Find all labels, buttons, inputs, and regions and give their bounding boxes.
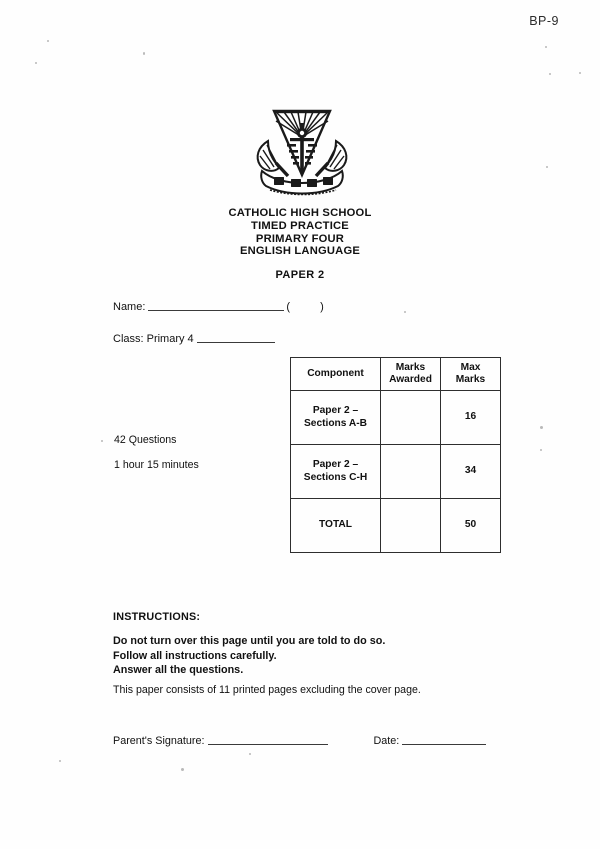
class-field-row — [113, 333, 277, 345]
scan-speck — [546, 166, 548, 168]
row-component-sections-ab — [291, 391, 381, 445]
scan-speck — [579, 72, 581, 74]
class-input-line[interactable] — [197, 342, 275, 343]
scan-speck — [545, 46, 547, 48]
index-paren-close: ) — [320, 301, 324, 313]
row-awarded-sections-ch[interactable] — [381, 445, 441, 499]
name-input-line[interactable] — [148, 310, 284, 311]
row-component-line1: Paper 2 – — [312, 459, 359, 470]
date-label: Date: — [373, 735, 400, 747]
page-code: BP-9 — [529, 14, 559, 28]
parent-signature-label: Parent's Signature: — [113, 735, 205, 747]
row-component-total: TOTAL — [291, 499, 381, 553]
scan-speck — [540, 426, 543, 429]
scan-speck — [549, 73, 551, 75]
table-row — [291, 445, 501, 499]
row-component-line2: Sections C-H — [303, 471, 368, 483]
instructions-list — [113, 634, 385, 678]
scan-speck — [143, 52, 145, 55]
table-row — [291, 391, 501, 445]
exam-duration: 1 hour 15 minutes — [114, 459, 199, 471]
scan-speck — [249, 753, 251, 755]
instructions-title: INSTRUCTIONS: — [113, 611, 201, 623]
signature-row — [113, 735, 488, 747]
class-label: Class: Primary 4 — [113, 333, 194, 345]
school-crest-icon — [246, 97, 358, 197]
name-label: Name: — [113, 301, 146, 313]
header-marks-awarded-line1: Marks — [395, 361, 426, 373]
header-marks-awarded — [381, 358, 441, 391]
row-component-line2: Sections A-B — [303, 417, 368, 429]
instruction-item-2: Follow all instructions carefully. — [113, 649, 277, 662]
row-max-total: 50 — [441, 499, 501, 553]
header-component: Component — [291, 358, 381, 391]
instruction-item-3: Answer all the questions. — [113, 664, 244, 676]
index-paren-open: ( — [286, 301, 291, 313]
parent-signature-input-line[interactable] — [208, 744, 328, 745]
paper-label: PAPER 2 — [275, 269, 325, 281]
scan-speck — [540, 449, 542, 451]
name-field-row — [113, 301, 324, 313]
marks-table — [290, 357, 501, 553]
row-max-sections-ab: 16 — [441, 391, 501, 445]
school-header — [0, 207, 600, 258]
school-header-line-2: TIMED PRACTICE — [251, 219, 349, 232]
row-awarded-total[interactable] — [381, 499, 441, 553]
table-row — [291, 499, 501, 553]
marks-table-header-row — [291, 358, 501, 391]
question-count: 42 Questions — [114, 434, 177, 446]
header-max-marks-line2: Marks — [455, 374, 486, 385]
header-max-marks-line1: Max — [460, 361, 481, 373]
school-header-line-3: PRIMARY FOUR — [255, 232, 345, 245]
header-max-marks — [441, 358, 501, 391]
scan-speck — [404, 311, 406, 313]
page-count-note: This paper consists of 11 printed pages excluding the cover page. — [113, 684, 421, 696]
row-max-sections-ch: 34 — [441, 445, 501, 499]
scan-speck — [59, 760, 61, 762]
row-awarded-sections-ab[interactable] — [381, 391, 441, 445]
school-header-line-1: CATHOLIC HIGH SCHOOL — [228, 207, 372, 219]
instruction-item-1: Do not turn over this page until you are told to do so. — [113, 635, 386, 647]
row-component-line1: Paper 2 – — [312, 405, 359, 416]
header-marks-awarded-line2: Awarded — [389, 374, 432, 385]
row-component-sections-ch — [291, 445, 381, 499]
school-header-line-4: ENGLISH LANGUAGE — [239, 245, 361, 258]
scan-speck — [181, 768, 184, 771]
date-input-line[interactable] — [402, 744, 486, 745]
scan-speck — [101, 440, 103, 442]
scan-speck — [47, 40, 49, 42]
scan-speck — [35, 62, 37, 64]
